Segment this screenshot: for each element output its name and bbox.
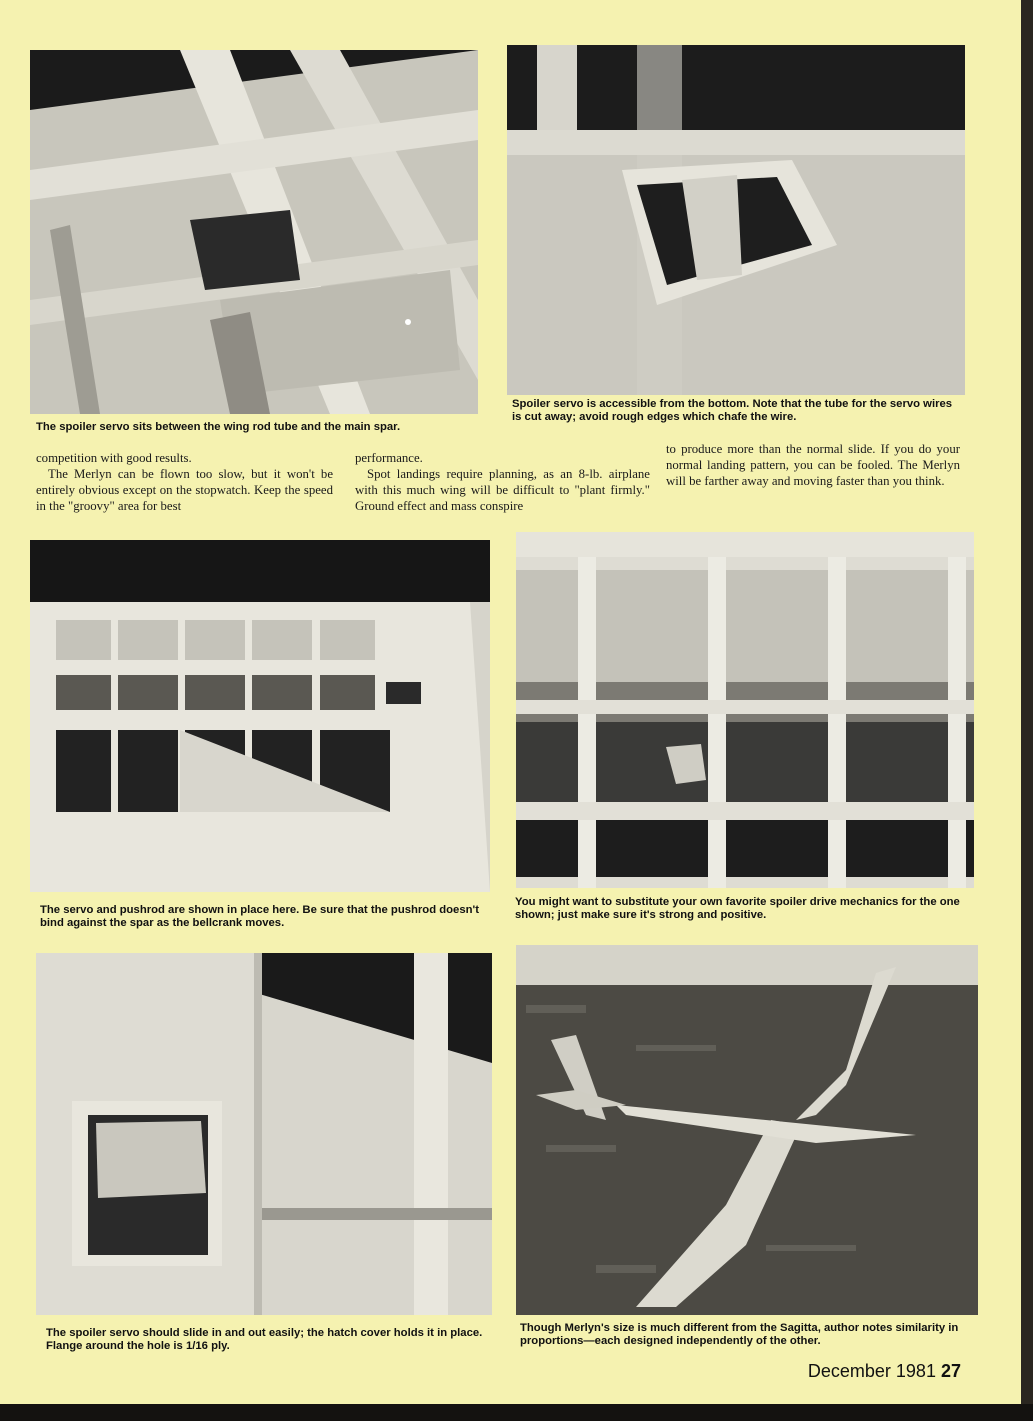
photo-2-image xyxy=(507,45,965,395)
photo-wing-servo-bay xyxy=(30,50,478,414)
photo-spoiler-drive-mechanics xyxy=(516,532,974,888)
photo-servo-pushrod xyxy=(30,540,490,892)
caption-photo-6: Though Merlyn's size is much different from the Sagitta, author notes similarity in proportions—each designed independently of the other. xyxy=(520,1322,959,1347)
caption-photo-3: The servo and pushrod are shown in place here. Be sure that the pushrod doesn't bind against the spar as the bellcrank moves. xyxy=(40,904,479,929)
article-col2-para-1: performance. xyxy=(355,451,423,465)
caption-photo-1: The spoiler servo sits between the wing rod tube and the main spar. xyxy=(36,421,401,433)
caption-photo-4: You might want to substitute your own favorite spoiler drive mechanics for the one shown; just make sure it's strong and positive. xyxy=(515,896,960,921)
caption-photo-2: Spoiler servo is accessible from the bottom. Note that the tube for the servo wires is cut away; avoid rough edges which chafe the wire. xyxy=(512,398,953,423)
caption-photo-5: The spoiler servo should slide in and out easily; the hatch cover holds it in place. Flange around the hole is 1/16 ply. xyxy=(46,1327,483,1352)
photo-merlyn-glider xyxy=(516,945,978,1315)
folio-page-number: 27 xyxy=(940,1361,961,1381)
article-col3-para-1: to produce more than the normal slide. If you do your normal landing pattern, you can be fooled. The Merlyn will be farther away and moving faster than you think. xyxy=(666,442,960,488)
photo-servo-hatch-bottom xyxy=(507,45,965,395)
article-column-1 xyxy=(36,450,333,514)
article-col1-para-2: The Merlyn can be flown too slow, but it won't be entirely obvious except on the stopwatch. Keep the speed in the "groovy" area for best xyxy=(36,467,333,513)
article-col2-para-2: Spot landings require planning, as an 8-lb. airplane with this much wing will be difficult to "plant firmly." Ground effect and mass conspire xyxy=(355,467,650,513)
photo-3-image xyxy=(30,540,490,892)
photo-1-image xyxy=(30,50,478,414)
article-col1-para-1: competition with good results. xyxy=(36,451,192,465)
photo-6-image xyxy=(516,945,978,1315)
folio-issue-date: December 1981 xyxy=(807,1361,936,1381)
scan-edge-right xyxy=(1021,0,1033,1404)
photo-5-image xyxy=(36,953,492,1315)
article-column-2 xyxy=(355,450,650,514)
scan-edge-bottom xyxy=(0,1404,1033,1421)
article-column-3 xyxy=(666,441,960,489)
photo-servo-hatch-flange xyxy=(36,953,492,1315)
page-folio xyxy=(808,1361,961,1382)
photo-4-image xyxy=(516,532,974,888)
